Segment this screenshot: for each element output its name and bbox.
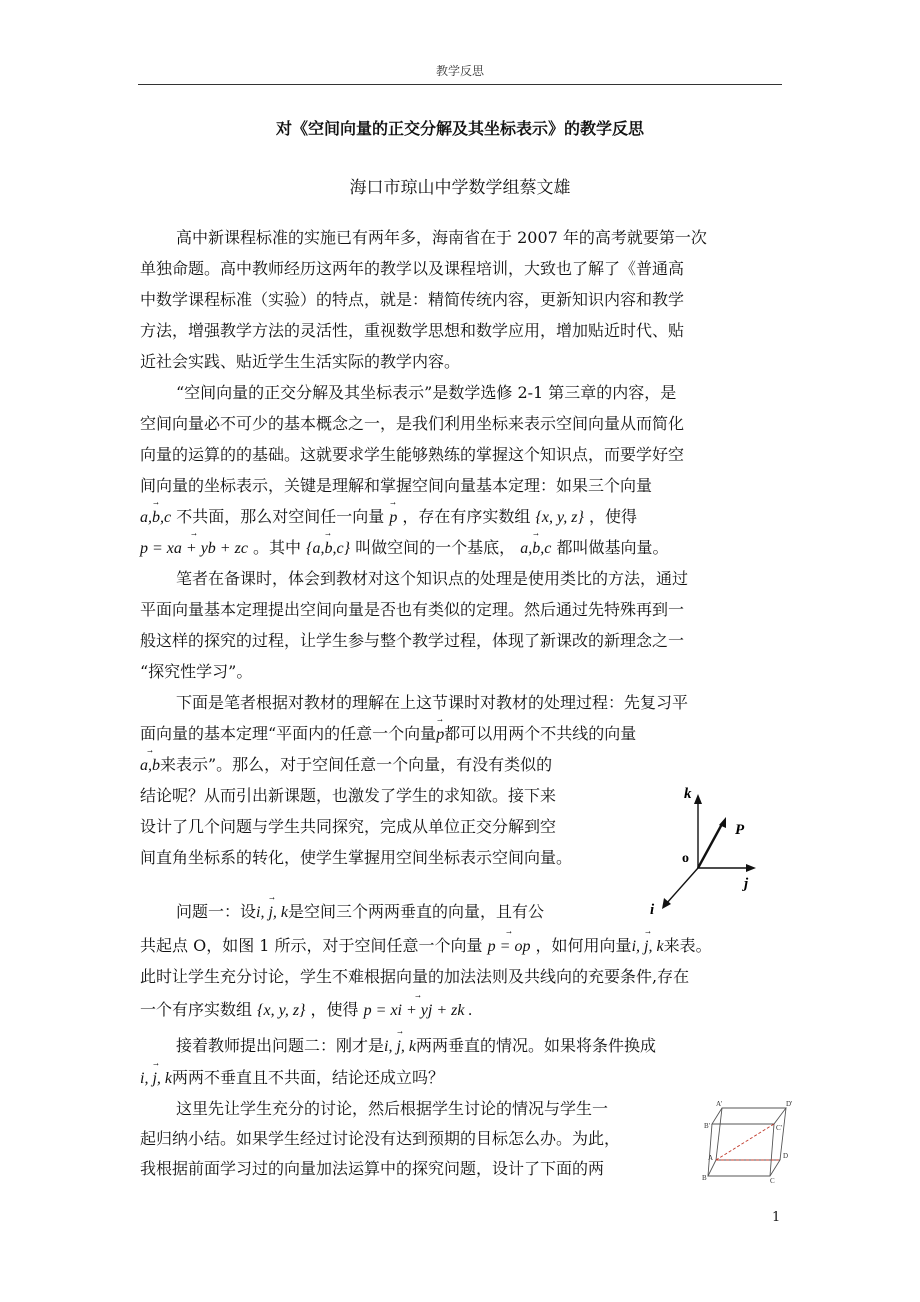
text-run: 接着教师提出问题二：刚才是 [176,1036,385,1055]
paragraph-line [140,1000,472,1021]
parallelepiped-figure [700,1098,796,1184]
math-basis-set: → {a,b,c} [306,539,350,559]
text-run: 是空间三个两两垂直的向量，且有公 [288,902,545,921]
paragraph-line: “探究性学习”。 [140,662,253,681]
text-run: 面向量的基本定理“平面内的任意一个向量 [140,724,437,743]
axis-label-j: j [744,876,749,892]
text-run: ，使得 [588,507,637,526]
math-vectors-ijk: → i, j, k [140,1069,172,1089]
paragraph-line [140,936,712,957]
text-run: 都可以用两个不共线的向量 [444,724,637,743]
paragraph-line: 中数学课程标准（实验）的特点，就是：精简传统内容，更新知识内容和教学 [140,290,685,309]
math-decomposition: → p = xa + yb + zc [140,539,248,559]
paragraph-line: 起归纳小结。如果学生经过讨论没有达到预期的目标怎么办。为此， [140,1129,621,1148]
paragraph-line: 我根据前面学习过的向量加法运算中的探究问题，设计了下面的两 [140,1159,605,1178]
paragraph-line [140,1068,444,1089]
vertex-label: B [702,1174,707,1182]
paragraph-line: 设计了几个问题与学生共同探究，完成从单位正交分解到空 [140,817,557,836]
paragraph-line: 方法，增强教学方法的灵活性，重视数学思想和数学应用，增加贴近时代、贴 [140,321,685,340]
axis-label-k: k [684,786,692,802]
paragraph-line: 下面是笔者根据对教材的理解在上这节课时对教材的处理过程：先复习平 [176,693,689,712]
text-run: 都叫做基向量。 [556,538,669,557]
paragraph-line: 间向量的坐标表示，关键是理解和掌握空间向量基本定理：如果三个向量 [140,476,653,495]
math-p-equals-op: → p = op [488,937,531,957]
page-number: 1 [772,1210,781,1225]
math-vectors-abc: → a,b,c [140,508,171,528]
paragraph-line [140,755,552,776]
paragraph-line: 高中新课程标准的实施已有两年多，海南省在于 2007 年的高考就要第一次 [176,228,707,247]
text-run: ，如何用向量 [535,936,632,955]
paragraph-line [140,538,668,559]
math-xyz-set: {x, y, z} [535,509,584,526]
math-vector-p: → p [436,725,444,745]
paragraph-line: 近社会实践、贴近学生生活实际的教学内容。 [140,352,461,371]
paragraph-line [176,902,544,923]
text-run: 来表示”。那么，对于空间任意一个向量，有没有类似的 [160,755,553,774]
paragraph-line: “空间向量的正交分解及其坐标表示”是数学选修 2-1 第三章的内容，是 [176,383,677,402]
paragraph-line: 单独命题。高中教师经历这两年的教学以及课程培训，大致也了解了《普通高 [140,259,685,278]
math-vectors-ijk: → i, j, k [256,903,288,923]
vertex-label: B' [704,1122,710,1130]
vertex-label: C' [776,1124,782,1132]
vertex-label: A [708,1154,714,1162]
math-xyz-set: {x, y, z} [257,1002,306,1019]
math-vectors-abc: → a,b,c [520,539,551,559]
author-line: 海口市琼山中学数学组蔡文雄 [349,178,571,198]
math-decomposition-ijk: → p = xi + yj + zk . [364,1001,473,1021]
vertex-label: C [770,1177,775,1184]
paragraph-line: 般这样的探究的过程，让学生参与整个教学过程，体现了新课改的新理念之一 [140,631,685,650]
text-run: 一个有序实数组 [140,1000,253,1019]
text-run: 两两垂直的情况。如果将条件换成 [416,1036,657,1055]
paragraph-line: 笔者在备课时，体会到教材对这个知识点的处理是使用类比的方法，通过 [176,569,689,588]
paragraph-line: 空间向量必不可少的基本概念之一，是我们利用坐标来表示空间向量从而简化 [140,414,685,433]
vertex-label: D' [786,1100,793,1108]
vector-label-P: P [735,822,745,838]
paragraph-line [140,507,637,528]
text-run: 不共面，那么对空间任一向量 [176,507,385,526]
origin-label: o [682,851,689,866]
math-vectors-ijk: → i, j, k [632,937,664,957]
text-run: 来表。 [663,936,712,955]
text-run: 两两不垂直且不共面，结论还成立吗？ [172,1068,445,1087]
text-run: ，使得 [310,1000,359,1019]
paragraph-line: 此时让学生充分讨论，学生不难根据向量的加法法则及共线向的充要条件,存在 [140,967,690,986]
paragraph-line [140,724,636,745]
math-vectors-ab: → a,b [140,756,160,776]
axes-figure [640,780,770,920]
paragraph-line: 向量的运算的的基础。这就要求学生能够熟练的掌握这个知识点，而要学好空 [140,445,685,464]
text-run: 叫做空间的一个基底， [355,538,516,557]
paragraph-line: 这里先让学生充分的讨论，然后根据学生讨论的情况与学生一 [176,1099,609,1118]
text-run: ，存在有序实数组 [402,507,531,526]
math-vector-p: → p [389,508,397,528]
axis-label-i: i [650,902,655,918]
page-header: 教学反思 [435,64,484,78]
text-run: 。其中 [253,538,302,557]
document-title: 对《空间向量的正交分解及其坐标表示》的教学反思 [275,119,644,138]
vertex-label: D [783,1152,789,1160]
paragraph-line: 结论呢？从而引出新课题，也激发了学生的求知欲。接下来 [140,786,557,805]
vertex-label: A' [716,1100,723,1108]
math-vectors-ijk: → i, j, k [384,1037,416,1057]
paragraph-line [176,1036,656,1057]
paragraph-line: 平面向量基本定理提出空间向量是否也有类似的定理。然后通过先特殊再到一 [140,600,685,619]
paragraph-line: 间直角坐标系的转化，使学生掌握用空间坐标表示空间向量。 [140,848,573,867]
header-rule [138,84,782,85]
text-run: 共起点 O，如图 1 所示，对于空间任意一个向量 [140,936,483,955]
text-run: 问题一：设 [176,902,257,921]
